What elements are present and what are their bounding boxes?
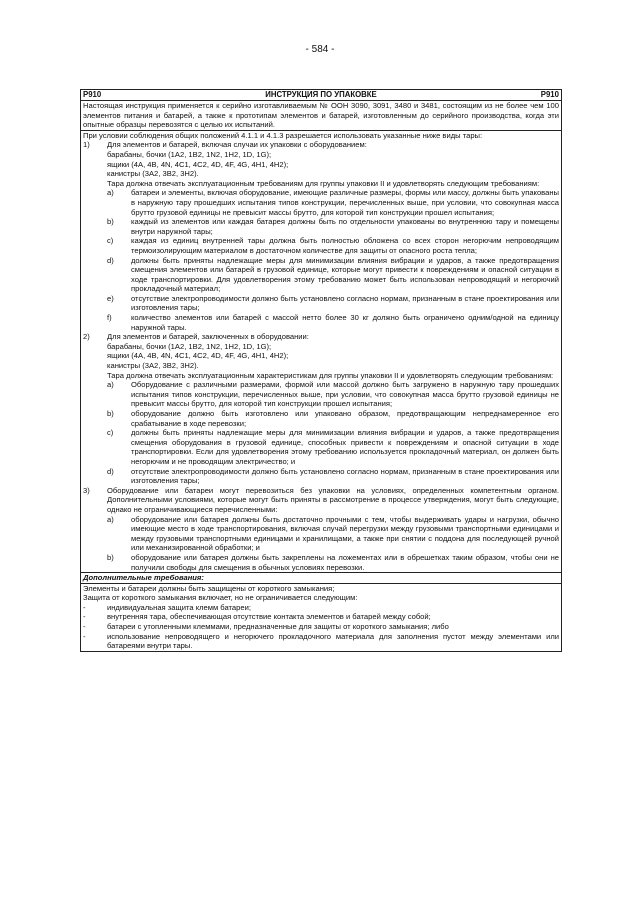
item-text: внутренняя тара, обеспечивающая отсутствие контакта элементов и батарей между собой; — [107, 612, 431, 622]
section-2 — [83, 332, 559, 342]
list-item — [107, 553, 559, 572]
packaging-item: барабаны, бочки (1A2, 1B2, 1N2, 1H2, 1D, 1G); — [107, 341, 272, 351]
additional-body-cell — [81, 584, 561, 651]
packing-instruction-table — [80, 89, 562, 652]
item-label: b) — [107, 409, 114, 418]
list-item — [107, 515, 559, 553]
conditions-text: При условии соблюдения общих положений 4.1.1 и 4.1.3 разрешается использовать указанные ниже виды тары: — [83, 130, 483, 140]
item-text: каждый из элементов или каждая батарея должны быть по отдельности упакованы во внутреннюю тару и помещены внутри наружной тары; — [131, 217, 559, 236]
item-text: отсутствие электропроводимости должно быть установлено согласно нормам, признанным в стане проектирования или изготовления тары; — [131, 466, 559, 486]
item-text: оборудование или батарея должны быть закреплены на ложементах или в обрешетках таким образом, чтобы они не получили свободы для смещения в обычных условиях перевозки. — [131, 552, 559, 572]
item-text: должны быть приняты надлежащие меры для минимизации влияния вибрации и ударов, а также предотвращения смещения оборудования в грузовой единице, способных привести к повреждениям и опасной ситуации в ходе транспортировки. Если для удовлетворения этому требованию используется прокладочный материал, он должен быть негорючим и не проводящим электричество; и — [131, 428, 559, 466]
additional-line: Защита от короткого замыкания включает, но не ограничивается следующим: — [83, 593, 358, 603]
list-item — [83, 632, 559, 651]
item-text: оборудование должно быть изготовлено или упаковано образом, предотвращающим непреднамеренное его срабатывание в ходе перевозки; — [131, 409, 559, 428]
section-title: Оборудование или батареи могут перевозиться без упаковки на условиях, определенных компетентным органом. Дополнительными условиями, которые могут быть приняты в рассмотрение в процессе утверждения, могут быть следующие, однако не ограничивающиеся перечисленными: — [107, 485, 559, 514]
list-item — [107, 236, 559, 255]
item-text: каждая из единиц внутренней тары должна быть полностью обложена со всех сторон негорючим непроводящим термоизолирующим материалом в достаточном количестве для защиты от опасного роста тепла; — [131, 236, 559, 255]
item-label: f) — [107, 313, 112, 323]
page-number: - 584 - — [305, 44, 335, 55]
item-label: b) — [107, 552, 114, 562]
list-item — [107, 294, 559, 313]
list-item — [107, 188, 559, 217]
additional-title: Дополнительные требования: — [83, 573, 204, 583]
section-1 — [83, 140, 559, 150]
dash-label: - — [83, 602, 86, 612]
item-label: d) — [107, 255, 114, 265]
section-number: 1) — [83, 140, 90, 150]
requirements-text: Тара должна отвечать эксплуатационным требованиям для группы упаковки II и удовлетворять следующим требованиям: — [107, 178, 540, 188]
list-item — [107, 467, 559, 486]
packaging-item: барабаны, бочки (1A2, 1B2, 1N2, 1H2, 1D, 1G); — [107, 149, 272, 159]
list-item — [83, 603, 559, 613]
list-item — [107, 313, 559, 332]
item-text: количество элементов или батарей с массой нетто более 30 кг должно быть ограничено одним/одной на единицу наружной тары. — [131, 313, 559, 332]
item-label: d) — [107, 466, 114, 476]
item-text: Оборудование с различными размерами, формой или массой должно быть загружено в наружную тару прошедших испытания типов конструкции, перечисленных выше, при условии, что совокупная масса брутто грузовой единицы не превысит массы брутто, для которой тип конструкции прошел испытания; — [131, 380, 559, 409]
dash-label: - — [83, 612, 86, 622]
table-header — [81, 90, 561, 101]
dash-label: - — [83, 622, 86, 632]
item-label: a) — [107, 188, 114, 198]
packaging-item: ящики (4A, 4B, 4N, 4C1, 4C2, 4D, 4F, 4G, 4H1, 4H2); — [107, 351, 289, 361]
item-text: отсутствие электропроводимости должно быть установлено согласно нормам, признанным в стане проектирования или изготовления тары; — [131, 293, 559, 313]
table-title: ИНСТРУКЦИЯ ПО УПАКОВКЕ — [265, 90, 377, 99]
section-title: Для элементов и батарей, включая случаи их упаковки с оборудованием: — [107, 140, 367, 150]
list-item — [83, 622, 559, 632]
item-label: b) — [107, 217, 114, 227]
dash-label: - — [83, 631, 86, 641]
packaging-list — [83, 150, 559, 179]
list-item — [107, 428, 559, 466]
item-text: оборудование или батарея должны быть достаточно прочными с тем, чтобы выдерживать удары и нагрузки, обычно имеющие место в ходе транспортирования, включая случай перегрузки между грузовыми транспортными единицами и между грузовыми транспортными единицами и хранилищами, а также при снятии с поддона для последующей ручной или механизированной обработки; и — [131, 514, 559, 553]
requirements-text: Тара должна отвечать эксплуатационным характеристикам для группы упаковки II и удовлетворять следующим требованиям: — [107, 370, 554, 380]
additional-requirements-cell — [81, 573, 561, 584]
section-number: 3) — [83, 485, 90, 495]
item-text: индивидуальная защита клемм батареи; — [107, 602, 251, 612]
item-label: a) — [107, 514, 114, 524]
item-label: c) — [107, 428, 114, 438]
item-label: a) — [107, 380, 114, 390]
item-text: батареи с утопленными клеммами, предназначенные для защиты от короткого замыкания; либо — [107, 622, 449, 632]
list-item — [107, 380, 559, 409]
packagings-cell — [81, 131, 561, 573]
list-item — [107, 256, 559, 294]
packaging-item: канистры (3A2, 3B2, 3H2). — [107, 361, 199, 371]
additional-line: Элементы и батареи должны быть защищены от короткого замыкания; — [83, 583, 335, 593]
item-text: использование непроводящего и негорючего прокладочного материала для заполнения пустот между элементами или батареями внутри тары. — [107, 631, 559, 651]
item-label: e) — [107, 293, 114, 303]
section-3 — [83, 486, 559, 515]
intro-text: Настоящая инструкция применяется к серийно изготавливаемым № ООН 3090, 3091, 3480 и 3481, состоящим из не более чем 100 элементов питания и батарей, а также к прототипам элементов и батарей, изготовленным до серийного производства, когда эти опытные образцы перевозятся с целью их испытаний. — [83, 101, 559, 130]
section-number: 2) — [83, 332, 90, 342]
packaging-list — [83, 342, 559, 371]
section-title: Для элементов и батарей, заключенных в оборудовании: — [107, 332, 309, 342]
list-item — [107, 409, 559, 428]
list-item — [83, 612, 559, 622]
packaging-item: канистры (3A2, 3B2, 3H2). — [107, 169, 199, 179]
item-text: должны быть приняты надлежащие меры для минимизации влияния вибрации и ударов, а также предотвращения смещения элементов или батарей в грузовой единице, которые могут привести к повреждениям и опасной ситуации в ходе транспортировки. Для удовлетворения этому требованию может быть использован непроводящий и негорючий прокладочный материал; — [131, 255, 559, 294]
code-right: P910 — [540, 90, 559, 99]
item-label: c) — [107, 236, 114, 246]
code-left: P910 — [83, 90, 102, 99]
item-text: батареи и элементы, включая оборудование, имеющие различные размеры, формы или массу, должны быть упакованы в наружную тару прошедших испытания типов конструкции, перечисленных выше, при условии, что совокупная масса брутто грузовой единицы не превысит массы брутто, для которой тип конструкции прошел испытания; — [131, 188, 559, 217]
list-item — [107, 217, 559, 236]
intro-cell — [81, 101, 561, 131]
packaging-item: ящики (4A, 4B, 4N, 4C1, 4C2, 4D, 4F, 4G, 4H1, 4H2); — [107, 159, 289, 169]
